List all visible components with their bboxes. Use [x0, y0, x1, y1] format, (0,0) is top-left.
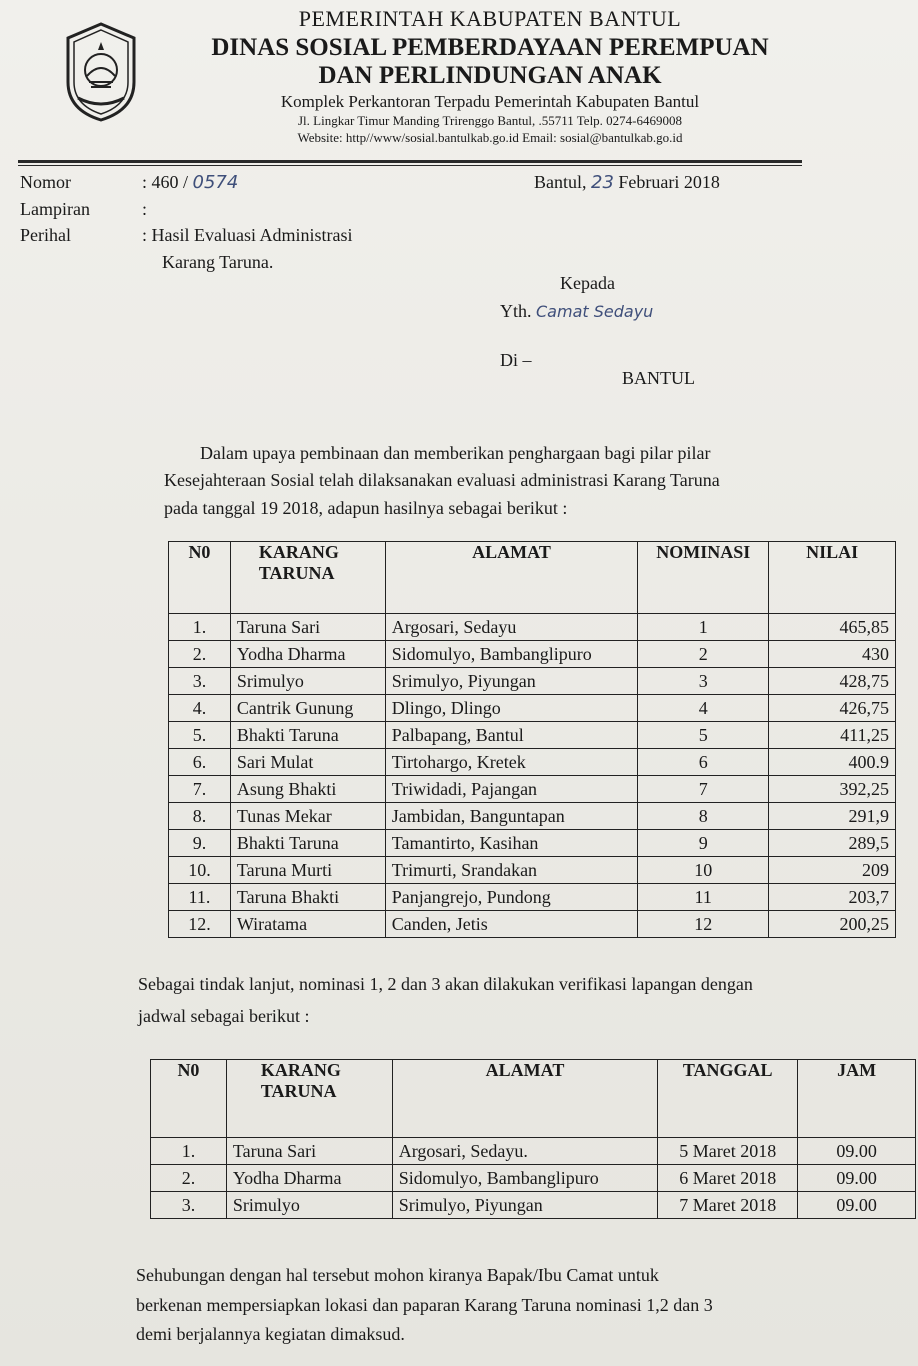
yth-handwritten: Camat Sedayu [536, 302, 654, 321]
table-row [169, 857, 896, 884]
cell-nominasi: 5 [638, 722, 769, 749]
cell-karang-taruna: Taruna Sari [226, 1138, 392, 1165]
cell-karang-taruna: Wiratama [230, 911, 385, 938]
table-row [169, 722, 896, 749]
header-no: N0 [151, 1060, 227, 1138]
cell-alamat: Srimulyo, Piyungan [392, 1192, 658, 1219]
perihal-value-2: Karang Taruna. [162, 252, 274, 272]
bantul-emblem-icon [62, 20, 140, 124]
cell-no: 5. [169, 722, 231, 749]
cell-nilai: 426,75 [769, 695, 896, 722]
cell-nilai: 392,25 [769, 776, 896, 803]
letterhead-street: Jl. Lingkar Timur Manding Trirenggo Bantul, .55711 Telp. 0274-6469008 [297, 113, 683, 128]
paragraph2-line1: Sebagai tindak lanjut, nominasi 1, 2 dan 3 akan dilakukan verifikasi lapangan dengan [138, 974, 753, 994]
perihal-label: Perihal [20, 225, 71, 245]
nomor-number: : 460 / [142, 172, 189, 192]
header-tanggal: TANGGAL [658, 1060, 798, 1138]
cell-nominasi: 12 [638, 911, 769, 938]
cell-nilai: 428,75 [769, 668, 896, 695]
table-header-row [151, 1060, 916, 1138]
verification-schedule-table [150, 1059, 916, 1219]
cell-nilai: 200,25 [769, 911, 896, 938]
cell-nilai: 411,25 [769, 722, 896, 749]
cell-karang-taruna: Srimulyo [226, 1192, 392, 1219]
cell-alamat: Panjangrejo, Pundong [385, 884, 638, 911]
cell-alamat: Triwidadi, Pajangan [385, 776, 638, 803]
paragraph1-line2: Kesejahteraan Sosial telah dilaksanakan evaluasi administrasi Karang Taruna [164, 470, 720, 490]
table-row [169, 803, 896, 830]
cell-no: 3. [151, 1192, 227, 1219]
header-alamat: ALAMAT [385, 542, 638, 614]
cell-no: 12. [169, 911, 231, 938]
cell-no: 1. [151, 1138, 227, 1165]
perihal-value: : Hasil Evaluasi Administrasi [142, 225, 353, 245]
cell-karang-taruna: Yodha Dharma [230, 641, 385, 668]
cell-karang-taruna: Bhakti Taruna [230, 830, 385, 857]
header-nilai: NILAI [769, 542, 896, 614]
cell-no: 2. [151, 1165, 227, 1192]
cell-karang-taruna: Cantrik Gunung [230, 695, 385, 722]
header-karang: KARANG [258, 542, 339, 562]
cell-alamat: Canden, Jetis [385, 911, 638, 938]
cell-karang-taruna: Sari Mulat [230, 749, 385, 776]
cell-karang-taruna: Tunas Mekar [230, 803, 385, 830]
cell-no: 10. [169, 857, 231, 884]
evaluation-results-table [168, 541, 896, 938]
header-karang: KARANG [260, 1060, 341, 1080]
di-label: Di – [500, 350, 532, 370]
header-karang-taruna [226, 1060, 392, 1138]
paragraph1-line1: Dalam upaya pembinaan dan memberikan penghargaan bagi pilar pilar [200, 443, 711, 463]
header-jam: JAM [798, 1060, 916, 1138]
cell-nilai: 209 [769, 857, 896, 884]
cell-nominasi: 4 [638, 695, 769, 722]
cell-nilai: 289,5 [769, 830, 896, 857]
cell-alamat: Jambidan, Banguntapan [385, 803, 638, 830]
yth-label: Yth. [500, 301, 532, 321]
paragraph3-line2: berkenan mempersiapkan lokasi dan paparan Karang Taruna nominasi 1,2 dan 3 [136, 1295, 713, 1315]
cell-no: 2. [169, 641, 231, 668]
cell-nilai: 430 [769, 641, 896, 668]
table-row [169, 776, 896, 803]
date-handwritten: 23 [591, 172, 614, 193]
recipient-city: BANTUL [622, 368, 695, 388]
yth-line [500, 301, 653, 322]
cell-nominasi: 6 [638, 749, 769, 776]
cell-jam: 09.00 [798, 1138, 916, 1165]
letterhead [150, 6, 830, 146]
cell-nominasi: 1 [638, 614, 769, 641]
table-row [169, 911, 896, 938]
cell-tanggal: 7 Maret 2018 [658, 1192, 798, 1219]
header-alamat: ALAMAT [392, 1060, 658, 1138]
cell-nominasi: 11 [638, 884, 769, 911]
header-taruna: TARUNA [260, 1081, 337, 1101]
header-taruna: TARUNA [258, 563, 335, 583]
letterhead-government: PEMERINTAH KABUPATEN BANTUL [298, 6, 682, 31]
cell-no: 9. [169, 830, 231, 857]
cell-alamat: Dlingo, Dlingo [385, 695, 638, 722]
cell-nilai: 203,7 [769, 884, 896, 911]
cell-alamat: Trimurti, Srandakan [385, 857, 638, 884]
cell-jam: 09.00 [798, 1165, 916, 1192]
cell-nilai: 465,85 [769, 614, 896, 641]
lampiran-label: Lampiran [20, 199, 90, 219]
table-row [169, 695, 896, 722]
cell-alamat: Sidomulyo, Bambanglipuro [392, 1165, 658, 1192]
table-row [169, 668, 896, 695]
cell-alamat: Tamantirto, Kasihan [385, 830, 638, 857]
letter-date [534, 172, 720, 193]
header-karang-taruna [230, 542, 385, 614]
cell-karang-taruna: Asung Bhakti [230, 776, 385, 803]
cell-no: 11. [169, 884, 231, 911]
cell-karang-taruna: Srimulyo [230, 668, 385, 695]
cell-tanggal: 6 Maret 2018 [658, 1165, 798, 1192]
cell-nominasi: 10 [638, 857, 769, 884]
cell-karang-taruna: Taruna Bhakti [230, 884, 385, 911]
letterhead-address: Komplek Perkantoran Terpadu Pemerintah Kabupaten Bantul [280, 92, 700, 111]
cell-karang-taruna: Bhakti Taruna [230, 722, 385, 749]
table-row [169, 830, 896, 857]
cell-nilai: 400.9 [769, 749, 896, 776]
cell-alamat: Argosari, Sedayu. [392, 1138, 658, 1165]
table-row [151, 1138, 916, 1165]
cell-nominasi: 7 [638, 776, 769, 803]
cell-no: 6. [169, 749, 231, 776]
header-nominasi: NOMINASI [638, 542, 769, 614]
date-rest: Februari 2018 [618, 172, 720, 192]
cell-no: 7. [169, 776, 231, 803]
header-no: N0 [169, 542, 231, 614]
paragraph3-line1: Sehubungan dengan hal tersebut mohon kiranya Bapak/Ibu Camat untuk [136, 1265, 659, 1285]
cell-karang-taruna: Taruna Sari [230, 614, 385, 641]
cell-alamat: Argosari, Sedayu [385, 614, 638, 641]
cell-no: 1. [169, 614, 231, 641]
letterhead-divider [18, 160, 802, 166]
table-header-row [169, 542, 896, 614]
kepada-label: Kepada [560, 273, 615, 293]
cell-tanggal: 5 Maret 2018 [658, 1138, 798, 1165]
cell-no: 3. [169, 668, 231, 695]
nomor-value [142, 172, 238, 193]
table-row [169, 614, 896, 641]
letterhead-agency-2: DAN PERLINDUNGAN ANAK [318, 62, 662, 89]
cell-karang-taruna: Yodha Dharma [226, 1165, 392, 1192]
cell-jam: 09.00 [798, 1192, 916, 1219]
cell-nominasi: 2 [638, 641, 769, 668]
cell-no: 4. [169, 695, 231, 722]
paragraph1-line3: pada tanggal 19 2018, adapun hasilnya sebagai berikut : [164, 498, 568, 518]
table-row [151, 1165, 916, 1192]
cell-alamat: Tirtohargo, Kretek [385, 749, 638, 776]
table-row [169, 884, 896, 911]
table-row [169, 749, 896, 776]
paragraph2-line2: jadwal sebagai berikut : [138, 1006, 310, 1026]
cell-alamat: Sidomulyo, Bambanglipuro [385, 641, 638, 668]
letterhead-agency: DINAS SOSIAL PEMBERDAYAAN PEREMPUAN [211, 34, 769, 61]
lampiran-value: : [142, 199, 148, 219]
letterhead-website: Website: http//www/sosial.bantulkab.go.id Email: sosial@bantulkab.go.id [297, 130, 683, 145]
table-row [151, 1192, 916, 1219]
nomor-handwritten: 0574 [192, 172, 239, 193]
table-row [169, 641, 896, 668]
cell-karang-taruna: Taruna Murti [230, 857, 385, 884]
nomor-label: Nomor [20, 172, 71, 192]
cell-nominasi: 8 [638, 803, 769, 830]
cell-nilai: 291,9 [769, 803, 896, 830]
cell-nominasi: 9 [638, 830, 769, 857]
cell-no: 8. [169, 803, 231, 830]
paragraph3-line3: demi berjalannya kegiatan dimaksud. [136, 1324, 405, 1344]
date-prefix: Bantul, [534, 172, 587, 192]
cell-nominasi: 3 [638, 668, 769, 695]
cell-alamat: Palbapang, Bantul [385, 722, 638, 749]
cell-alamat: Srimulyo, Piyungan [385, 668, 638, 695]
